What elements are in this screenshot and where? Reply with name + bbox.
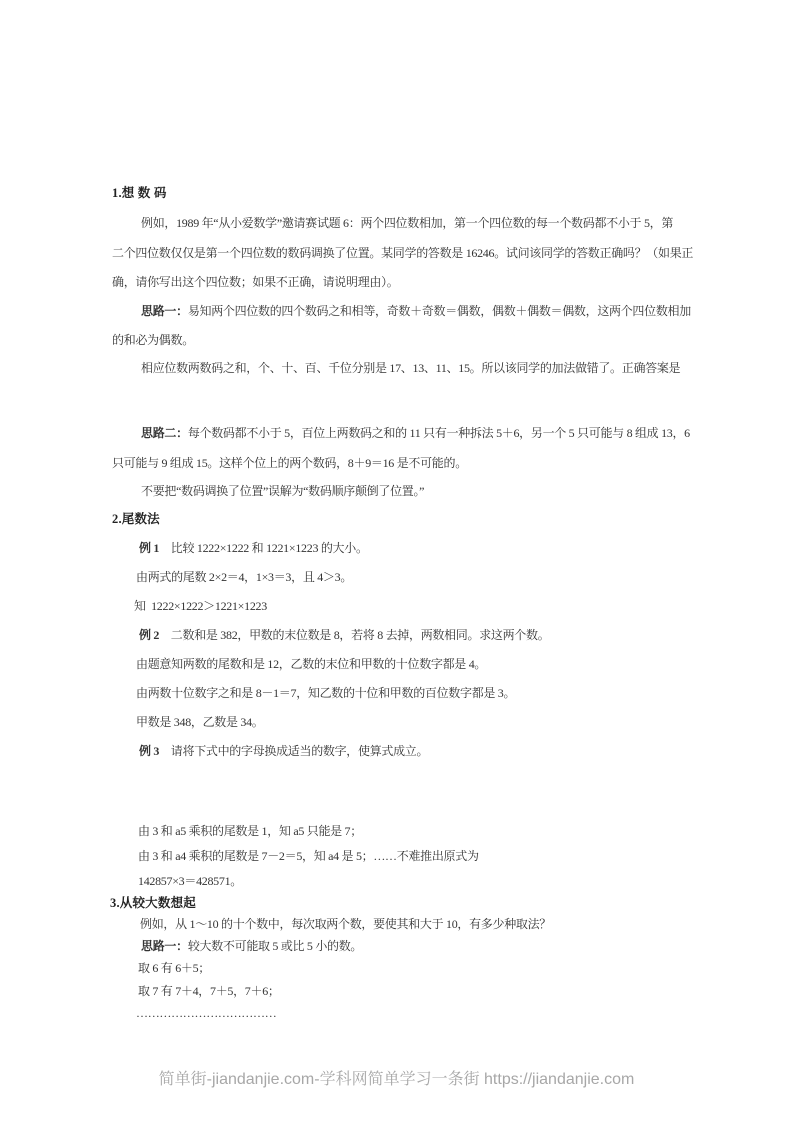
text-line: 甲数是 348，乙数是 34。	[136, 715, 264, 729]
text-line: 由 3 和 a4 乘积的尾数是 7－2＝5，知 a4 是 5；……不难推出原式为	[138, 849, 479, 863]
text-line: 由两式的尾数 2×2＝4，1×3＝3，且 4＞3。	[136, 570, 353, 584]
section-heading	[112, 512, 160, 527]
text-line: 相应位数两数码之和，个、十、百、千位分别是 17、13、11、15。所以该同学的加法做错了。正确答案是	[141, 361, 681, 375]
text-line: 不要把“数码调换了位置”误解为“数码顺序颠倒了位置。”	[141, 484, 425, 498]
lead-label: 思路一：	[141, 304, 188, 318]
text-line: 由 3 和 a5 乘积的尾数是 1，知 a5 只能是 7；	[138, 824, 362, 838]
text-line: 例 3 请将下式中的字母换成适当的数字，使算式成立。	[139, 744, 429, 758]
lead-label: 思路二：	[141, 426, 188, 440]
text-line: 例如，从 1～10 的十个数中，每次取两个数，要使其和大于 10，有多少种取法？	[140, 917, 552, 931]
text-line: 二个四位数仅仅是第一个四位数的数码调换了位置。某同学的答数是 16246。试问该同学的答数正确吗？（如果正	[112, 246, 694, 260]
heading-text: 2.尾数法	[112, 512, 160, 526]
text-line: 取 7 有 7＋4，7＋5，7＋6；	[138, 984, 280, 998]
section-heading	[112, 186, 167, 201]
text-line: ………………………………	[136, 1006, 277, 1020]
text-line: 只可能与 9 组成 15。这样个位上的两个数码，8＋9＝16 是不可能的。	[112, 456, 467, 470]
text-line: 思路一：易知两个四位数的四个数码之和相等，奇数＋奇数＝偶数，偶数＋偶数＝偶数，这两个四位数相加	[141, 304, 691, 318]
lead-label: 思路一：	[141, 939, 188, 953]
heading-text: 1.想 数 码	[112, 186, 167, 200]
text-line: 例 1 比较 1222×1222 和 1221×1223 的大小。	[139, 541, 368, 555]
lead-label: 例 3	[139, 744, 160, 758]
heading-text: 3.从较大数想起	[110, 896, 196, 910]
text-line: 的和必为偶数。	[112, 333, 194, 347]
text-line: 例如，1989 年“从小爱数学”邀请赛试题 6：两个四位数相加，第一个四位数的每一个数码都不小于 5，第	[141, 216, 674, 230]
text-line: 例 2 二数和是 382，甲数的末位数是 8，若将 8 去掉，两数相同。求这两个数。	[139, 628, 550, 642]
text-line: 思路一：较大数不可能取 5 或比 5 小的数。	[141, 939, 363, 953]
text-line: 取 6 有 6＋5；	[138, 961, 211, 975]
text-line: 思路二：每个数码都不小于 5，百位上两数码之和的 11 只有一种拆法 5＋6，另一个 5 只可能与 8 组成 13，6	[141, 426, 690, 440]
footer-watermark: 简单街-jiandanjie.com-学科网简单学习一条街 https://jiandanjie.com	[158, 1071, 635, 1088]
text-line: 知 1222×1222＞1221×1223	[134, 599, 267, 613]
text-line: 由题意知两数的尾数和是 12，乙数的末位和甲数的十位数字都是 4。	[136, 657, 487, 671]
lead-label: 例 2	[139, 628, 160, 642]
lead-label: 例 1	[139, 541, 160, 555]
text-line: 由两数十位数字之和是 8－1＝7，知乙数的十位和甲数的百位数字都是 3。	[136, 686, 516, 700]
text-line: 确，请你写出这个四位数；如果不正确，请说明理由）。	[112, 275, 399, 289]
text-line: 142857×3＝428571。	[138, 874, 242, 888]
section-heading	[110, 896, 196, 911]
